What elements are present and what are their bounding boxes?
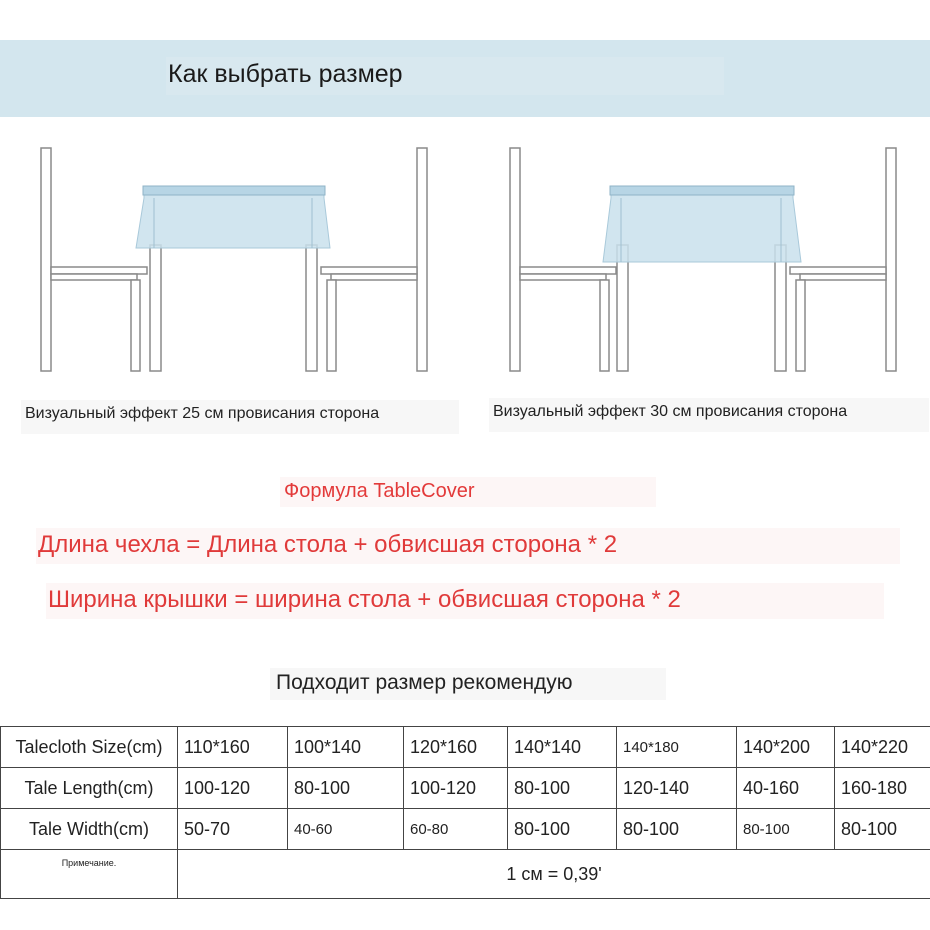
table-cell: 40-160 [737, 768, 835, 809]
table-row-length [1, 768, 930, 809]
note-value: 1 см = 0,39' [178, 850, 930, 899]
table-cell: 40-60 [288, 809, 404, 850]
table-cell: 80-100 [508, 768, 617, 809]
table-row-width [1, 809, 930, 850]
table-cell: 80-100 [737, 809, 835, 850]
table-cell: 160-180 [835, 768, 930, 809]
table-cell: 140*180 [617, 727, 737, 768]
table-row-note [1, 850, 930, 899]
table-cell: 140*200 [737, 727, 835, 768]
table-illustration-25cm [0, 140, 465, 380]
caption-25cm: Визуальный эффект 25 см провисания сторона [21, 400, 459, 434]
table-cell: 120*160 [404, 727, 508, 768]
table-illustration-30cm [465, 140, 930, 380]
table-title: Подходит размер рекомендую [270, 668, 666, 700]
table-cell: 100-120 [178, 768, 288, 809]
table-cell: 60-80 [404, 809, 508, 850]
table-cell: 140*220 [835, 727, 930, 768]
table-cell: 120-140 [617, 768, 737, 809]
note-label: Примечание. [1, 850, 178, 899]
formula-length: Длина чехла = Длина стола + обвисшая сторона * 2 [36, 528, 900, 564]
row-label-size: Talecloth Size(cm) [1, 727, 178, 768]
table-cell: 80-100 [508, 809, 617, 850]
table-cell: 80-100 [835, 809, 930, 850]
table-row-size [1, 727, 930, 768]
table-cell: 50-70 [178, 809, 288, 850]
row-label-length: Tale Length(cm) [1, 768, 178, 809]
table-cell: 80-100 [288, 768, 404, 809]
page-title: Как выбрать размер [166, 57, 724, 95]
formula-width: Ширина крышки = ширина стола + обвисшая сторона * 2 [46, 583, 884, 619]
table-cell: 100*140 [288, 727, 404, 768]
table-cell: 80-100 [617, 809, 737, 850]
size-table [0, 726, 930, 899]
formula-title: Формула TableCover [280, 477, 656, 507]
table-cell: 110*160 [178, 727, 288, 768]
table-cell: 100-120 [404, 768, 508, 809]
caption-30cm: Визуальный эффект 30 см провисания сторона [489, 398, 929, 432]
row-label-width: Tale Width(cm) [1, 809, 178, 850]
table-cell: 140*140 [508, 727, 617, 768]
